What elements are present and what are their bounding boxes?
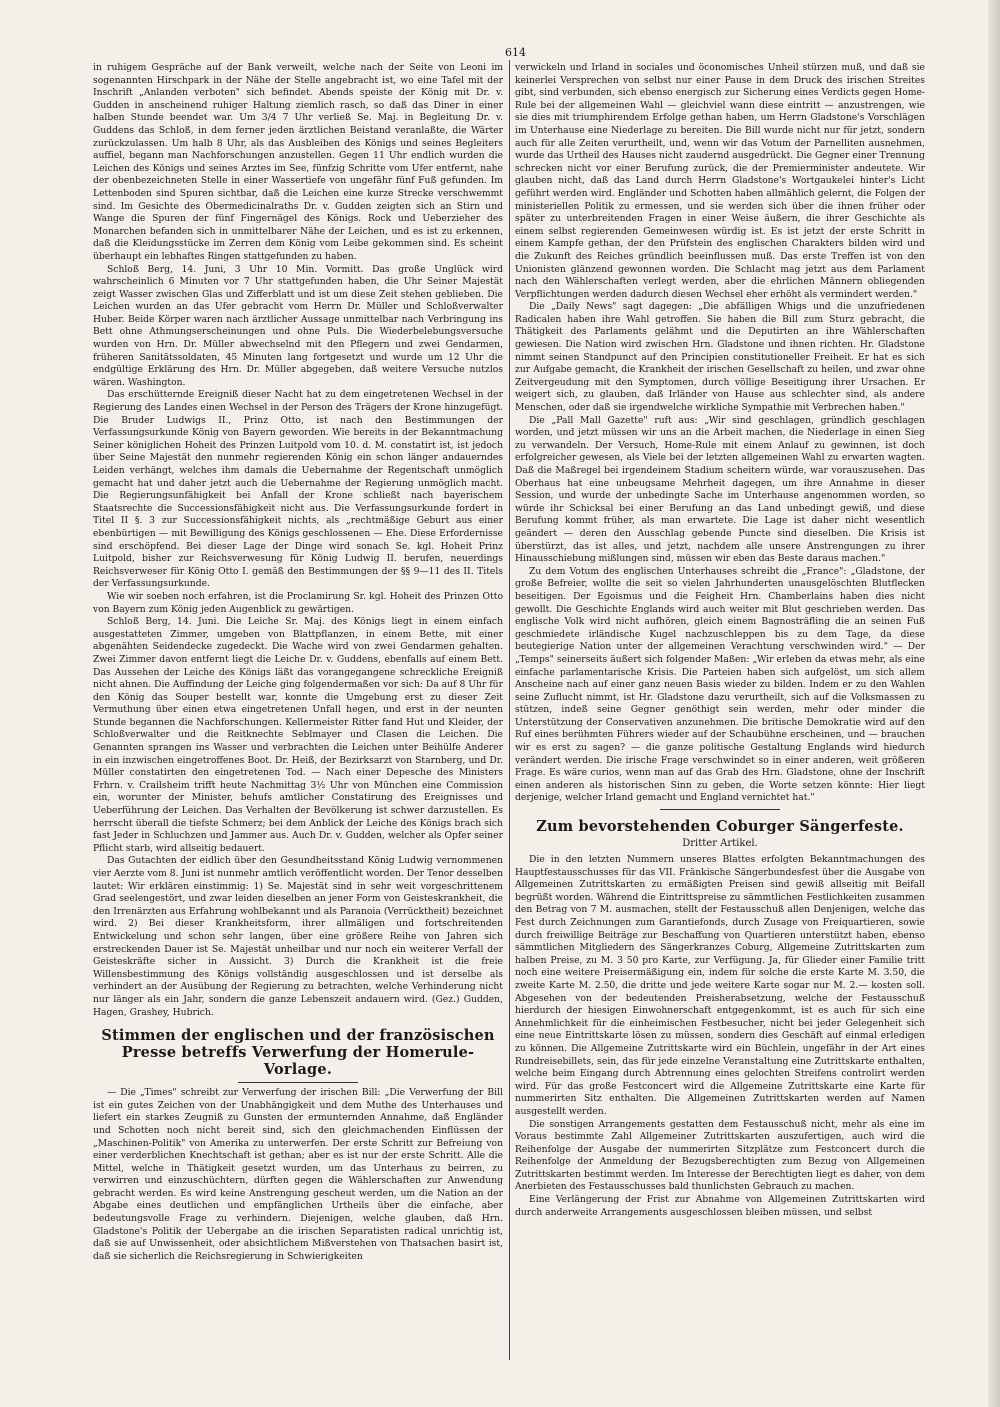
heading-rule — [238, 1082, 358, 1083]
article-paragraph: Die in den letzten Nummern unseres Blattes erfolgten Bekanntmachungen des Hauptfestausschusses für das VII. Fränkische Sängerbundesfest über die Ausgabe von Allgemeinen Zutrittskarten zu ermäßigten Preisen sind gewiß allseitig mit Beifall begrüßt worden. Während die Eintrittspreise zu sämmtlichen Festlichkeiten zusammen den Betrag von 7 M. ausmachen, stellt der Festausschuß allen Denjenigen, welche das Fest durch Zeichnungen zum Garantiefonds, durch Zusage von Freiquartieren, sowie durch freiwillige Beiträge zur Beschaffung von Quartieren unterstützt haben, ebenso sämmtlichen Mitgliedern des Sängerkranzes Coburg, Allgemeine Zutrittskarten zum halben Preise, zu M. 3 50 pro Karte, zur Verfügung. Ja, für Glieder einer Familie tritt noch eine weitere Preisermäßigung ein, indem für solche die erste Karte M. 3.50, die zweite Karte M. 2.50, die dritte und jede weitere Karte sogar nur M. 2.— kosten soll. Abgesehen von der bedeutenden Preisherabsetzung, welche der Festausschuß hierdurch der hiesigen Einwohnerschaft entgegenkommt, ist es auch für sich eine Annehmlichkeit für die einheimischen Festbesucher, nicht bei jeder Gelegenheit sich eine neue Eintrittskarte lösen zu müssen, sondern dies Geschäft auf einmal erledigen zu können. Die Allgemeine Zutrittskarte wird ein Büchlein, ungefähr in der Art eines Rundreisebillets, sein, das für jede einzelne Veranstaltung eine Zutrittskarte enthalten, welche beim Eingang durch Abtrennung eines gelochten Streifens controlirt werden wird. Für das große Festconcert wird die Allgemeine Zutrittskarte eine Karte für nummerirten Sitz enthalten. Die Allgemeinen Zutrittskarten werden auf Namen ausgestellt werden. — [515, 854, 925, 1117]
left-column — [93, 62, 503, 1362]
article-paragraph: Schloß Berg, 14. Juni, 3 Uhr 10 Min. Vormitt. Das große Unglück wird wahrscheinlich 6 Minuten vor 7 Uhr stattgefunden haben, die Uhr Seiner Majestät zeigt Wasser zwischen Glas und Zifferblatt und ist um diese Zeit stehen geblieben. Die Leichen wurden an das Ufer gebracht vom Herrn Dr. Müller und Schloßverwalter Huber. Beide Körper waren nach ärztlicher Aussage unmittelbar nach Verbringung ins Bett ohne Athmungserscheinungen und ohne Puls. Die Wiederbelebungsversuche wurden von Hrn. Dr. Müller abwechselnd mit den Pflegern und zwei Gendarmen, früheren Sanitätssoldaten, 45 Minuten lang fortgesetzt und wurde um 12 Uhr die endgültige Erklärung des Hrn. Dr. Müller abgegeben, daß weitere Versuche nutzlos wären. Washington. — [93, 263, 503, 388]
article-paragraph: in ruhigem Gespräche auf der Bank verweilt, welche nach der Seite von Leoni im sogenannten Hirschpark in der Nähe der Stelle angebracht ist, wo eine Tafel mit der Inschrift „Anlanden verboten" sich befindet. Abends speiste der König mit Dr. v. Gudden in anscheinend ruhiger Haltung ziemlich rasch, so daß das Diner in einer halben Stunde beendet war. Um 3/4 7 Uhr verließ Se. Maj. in Begleitung Dr. v. Guddens das Schloß, in dem ferner jeden ärztlichen Beistand veranlaßte, die Wärter zurückzulassen. Um halb 8 Uhr, als das Ausbleiben des Königs und seines Begleiters auffiel, begann man Nachforschungen anzustellen. Gegen 11 Uhr endlich wurden die Leichen des Königs und seines Arztes im See, fünfzig Schritte vom Ufer entfernt, nahe der obenbezeichneten Stelle in einer Wassertiefe von ungefähr fünf Fuß gefunden. Im Lettenboden sind Spuren sichtbar, daß die Leichen eine kurze Strecke verschwemmt sind. Im Gesichte des Obermedicinalraths Dr. v. Gudden zeigten sich an Stirn und Wange die Spuren der fünf Fingernägel des Königs. Rock und Ueberzieher des Monarchen befanden sich in unmittelbarer Nähe der Leichen, und es ist zu erkennen, daß die Kleidungsstücke im Zerren dem König vom Leibe gekommen sind. Es scheint überhaupt ein lebhaftes Ringen stattgefunden zu haben. — [93, 62, 503, 262]
article-paragraph: Eine Verlängerung der Frist zur Abnahme von Allgemeinen Zutrittskarten wird durch anderweite Arrangements ausgeschlossen bleiben müssen, und selbst — [515, 1194, 925, 1218]
article-paragraph: Das erschütternde Ereigniß dieser Nacht hat zu dem eingetretenen Wechsel in der Regierung des Landes einen Wechsel in der Person des Trägers der Krone hinzugefügt. Die Bruder Ludwigs II., Prinz Otto, ist nach den Bestimmungen der Verfassungsurkunde König von Bayern geworden. Wie bereits in der Bekanntmachung Seiner königlichen Hoheit des Prinzen Luitpold vom 10. d. M. constatirt ist, ist jedoch über Seine Majestät den nunmehr regierenden König ein schon länger andauerndes Leiden verhängt, welches ihm damals die Uebernahme der Regentschaft unmöglich gemacht hat und daher jetzt auch die Uebernahme der Regierung unmöglich macht. Die Regierungsunfähigkeit bei Anfall der Krone schließt nach bayerischem Staatsrechte die Successionsfähigkeit nicht aus. Die Verfassungsurkunde fordert in Titel II §. 3 zur Successionsfähigkeit nichts, als „rechtmäßige Geburt aus einer ebenbürtigen — mit Bewilligung des Königs geschlossenen — Ehe. Diese Erfordernisse sind erschöpfend. Bei dieser Lage der Dinge wird sonach Se. kgl. Hoheit Prinz Luitpold, bisher zur Reichsverwesung für König Ludwig II. berufen, neuerdings Reichsverweser für König Otto I. gemäß den Bestimmungen der §§ 9—11 des II. Titels der Verfassungsurkunde. — [93, 389, 503, 590]
article-paragraph: Wie wir soeben noch erfahren, ist die Proclamirung Sr. kgl. Hoheit des Prinzen Otto von Bayern zum König jeden Augenblick zu gewärtigen. — [93, 590, 503, 615]
article-paragraph: Die sonstigen Arrangements gestatten dem Festausschuß nicht, mehr als eine im Voraus bestimmte Zahl Allgemeiner Zutrittskarten auszufertigen, auch wird die Reihenfolge der Ausgabe der nummerirten Sitzplätze zum Festconcert durch die Reihenfolge der Anmeldung der Bezugsberechtigten zum Bezug von Allgemeinen Zutrittskarten bestimmt werden. Im Interesse der Berechtigten liegt es daher, von dem Anerbieten des Festausschusses bald thunlichsten Gebrauch zu machen. — [515, 1118, 925, 1193]
page-edge-shadow — [988, 0, 1000, 1407]
section-heading: Stimmen der englischen und der französischen Presse betreffs Verwerfung der Homerule-Vorlage. — [101, 1027, 495, 1079]
article-paragraph: Die „Pall Mall Gazette" ruft aus: „Wir sind geschlagen, gründlich geschlagen worden, und jetzt müssen wir uns an die Arbeit machen, die Niederlage in einen Sieg zu verwandeln. Der Versuch, Home-Rule mit einem Anlauf zu gewinnen, ist doch erfolgreicher gewesen, als Viele bei der letzten allgemeinen Wahl zu erwarten wagten. Daß die Maßregel bei irgendeinem Stadium scheitern würde, war vorauszusehen. Das Oberhaus hat eine unbeugsame Mehrheit dagegen, um ihre Annahme in dieser Session, und wurde der unbedingte Sache im Unterhause angenommen worden, so würde ihr Schicksal bei einer Berufung an das Land unbedingt gewiß, und diese Berufung kommt früher, als man erwartete. Die Lage ist daher nicht wesentlich geändert — deren den Ausschlag gebende Puncte sind dieselben. Die Krisis ist überstürzt, das ist alles, und jetzt, nachdem alle unsere Anstrengungen zu ihrer Hinausschiebung mißlungen sind, müssen wir eben das Beste daraus machen." — [515, 414, 925, 565]
section-subheading: Dritter Artikel. — [682, 838, 758, 850]
right-column — [515, 62, 925, 1362]
article-paragraph: Die „Daily News" sagt dagegen: „Die abfälligen Whigs und die unzufriedenen Radicalen haben ihre Wahl getroffen. Sie haben die Bill zum Sturz gebracht, die Thätigkeit des Parlaments gelähmt und die Deputirten an ihre Wählerschaften gewiesen. Die Nation wird zwischen Hrn. Gladstone und ihnen richten. Hr. Gladstone nimmt seinen Standpunct auf den Principien constitutioneller Freiheit. Er hat es sich zur Aufgabe gemacht, die Krankheit der irischen Gesellschaft zu heilen, und zwar ohne Zeitvergeudung mit den Symptomen, durch völlige Beseitigung ihrer Ursachen. Er weigert sich, zu glauben, daß Irländer von Hause aus schlechter sind, als andere Menschen, oder daß sie irgendwelche wirkliche Sympathie mit Verbrechen haben." — [515, 301, 925, 414]
article-paragraph: verwickeln und Irland in sociales und öconomisches Unheil stürzen muß, und daß sie keinerlei Versprechen von selbst nur einer Pause in dem Druck des irischen Streites gibt, sind verbunden, sich ebenso energisch zur Sicherung eines Verdicts gegen Home-Rule bei der allgemeinen Wahl — gleichviel wann diese eintritt — anzustrengen, wie sie dies mit triumphirendem Erfolge gethan haben, um Herrn Gladstone's Vorschlägen im Unterhause eine Niederlage zu bereiten. Die Bill wurde nicht nur für jetzt, sondern auch für alle Zeiten verurtheilt, und, wenn wir das Votum der Parnelliten ausnehmen, wurde das Urtheil des Hauses nicht zaudernd ausgedrückt. Die Gegner einer Trennung schrecken nicht vor einer Berufung zurück, die der Premierminister andeutete. Wir glauben nicht, daß das Land durch Herrn Gladstone's Wortgaukelei hinter's Licht geführt werden wird. Engländer und Schotten haben allmählich gelernt, die Folgen der ministeriellen Politik zu ermessen, und sie werden sich über die ihnen früher oder später zu unterbreitenden Fragen in einer Weise äußern, die ihrer Geschichte als einem selbst regierenden Gemeinwesen würdig ist. Es ist jetzt der erste Schritt in einem Kampfe gethan, der den Prüfstein des englischen Charakters bilden wird und die Zukunft des Reiches gründlich beeinflussen muß. Das erste Treffen ist von den Unionisten glänzend gewonnen worden. Die Schlacht mag jetzt aus dem Parlament nach den Wählerschaften verlegt werden, aber die ehrlichen Männern obliegenden Verpflichtungen werden dadurch diesen Wechsel eher erhöht als vermindert werden." — [515, 62, 925, 300]
column-divider — [509, 60, 510, 1360]
article-paragraph: Schloß Berg, 14. Juni. Die Leiche Sr. Maj. des Königs liegt in einem einfach ausgestatteten Zimmer, umgeben von Blattpflanzen, in einem Bette, mit einer abgenähten Seidendecke zugedeckt. Die Wache wird von zwei Gendarmen gehalten. Zwei Zimmer davon entfernt liegt die Leiche Dr. v. Guddens, ebenfalls auf einem Bett. Das Aussehen der Leiche des Königs läßt das vorangegangene schreckliche Ereigniß nicht ahnen. Die Auffindung der Leiche ging folgendermaßen vor sich: Da auf 8 Uhr für den König das Souper bestellt war, konnte die Umgebung erst zu dieser Zeit Vermuthung über einen etwa eingetretenen Unfall hegen, und erst in der neunten Stunde begannen die Nachforschungen. Kellermeister Ritter fand Hut und Kleider, der Schloßverwalter und die Reitknechte Seblmayer und Clasen die Leichen. Die Genannten sprangen ins Wasser und verbrachten die Leichen unter Beihülfe Anderer in ein inzwischen eingetroffenes Boot. Dr. Heiß, der Bezirksarzt von Starnberg, und Dr. Müller constatirten den eingetretenen Tod. — Nach einer Depesche des Ministers Frhrn. v. Crailsheim trifft heute Nachmittag 3½ Uhr von München eine Commission ein, worunter der Minister, behufs amtlicher Constatirung des Ereignisses und Ueberführung der Leichen. Das Verhalten der Bevölkerung ist schwer darzustellen. Es herrscht überall die tiefste Schmerz; bei dem Anblick der Leiche des Königs brach sich fast Jeder in Schluchzen und Jammer aus. Auch Dr. v. Gudden, welcher als Opfer seiner Pflicht starb, wird allseitig bedauert. — [93, 616, 503, 854]
page-number: 614 — [505, 46, 526, 59]
section-heading: Zum bevorstehenden Coburger Sängerfeste. — [536, 818, 904, 836]
section-rule — [660, 809, 780, 810]
article-paragraph: Das Gutachten der eidlich über den Gesundheitsstand König Ludwig vernommenen vier Aerzte vom 8. Juni ist nunmehr amtlich veröffentlicht worden. Der Tenor desselben lautet: Wir erklären einstimmig: 1) Se. Majestät sind in sehr weit vorgeschrittenem Grad seelengestört, und zwar leiden dieselben an jener Form von Geisteskrankheit, die den Irrenärzten aus Erfahrung wohlbekannt und als Paranoia (Verrücktheit) bezeichnet wird. 2) Bei dieser Krankheitsform, ihrer allmäligen und fortschreitenden Entwickelung und schon sehr langen, über eine größere Reihe von Jahren sich erstreckenden Dauer ist Se. Majestät unheilbar und nur noch ein weiterer Verfall der Geisteskräfte sicher in Aussicht. 3) Durch die Krankheit ist die freie Willensbestimmung des Königs vollständig ausgeschlossen und ist derselbe als verhindert an der Ausübung der Regierung zu betrachten, welche Verhinderung nicht nur länger als ein Jahr, sondern die ganze Lebenszeit andauern wird. (Gez.) Gudden, Hagen, Grashey, Hubrich. — [93, 855, 503, 1018]
article-paragraph: Zu dem Votum des englischen Unterhauses schreibt die „France": „Gladstone, der große Befreier, wollte die seit so vielen Jahrhunderten unausgelöschten Blutflecken beseitigen. Der Egoismus und die Feigheit Hrn. Chamberlains haben dies nicht gewollt. Die Geschichte Englands wird auch weiter mit Blut geschrieben werden. Das englische Volk wird nicht aufhören, gleich einem Bagnosträfling die an seinen Fuß geschmiedete irländische Kugel nachzuschleppen bis zu dem Tage, da diese beutegierige Nation unter der allgemeinen Verachtung verschwinden wird." — Der „Temps" seinerseits äußert sich folgender Maßen: „Wir erleben da etwas mehr, als eine einfache parlamentarische Krisis. Die Parteien haben sich aufgelöst, um sich allem Anscheine nach auf einer ganz neuen Basis wieder zu bilden. Indem er zu den Wahlen seine Zuflucht nimmt, ist Hr. Gladstone dazu verurtheilt, sich auf die Volksmassen zu stützen, indeß seine Gegner genöthigt sein werden, mehr oder minder die Unterstützung der Conservativen anzunehmen. Die britische Demokratie wird auf den Ruf eines berühmten Führers wieder auf der Schaubühne erscheinen, und — brauchen wir es erst zu sagen? — die ganze politische Gestaltung Englands wird hiedurch verändert werden. Die irische Frage verschwindet so in einer anderen, weit größeren Frage. Es wäre curios, wenn man auf das Grab des Hrn. Gladstone, ohne der Inschrift einen anderen als historischen Sinn zu geben, die Worte setzen könnte: Hier liegt derjenige, welcher Irland gemacht und England vernichtet hat." — [515, 565, 925, 804]
article-paragraph: — Die „Times" schreibt zur Verwerfung der irischen Bill: „Die Verwerfung der Bill ist ein gutes Zeichen von der Unabhängigkeit und dem Muthe des Unterhauses und liefert ein starkes Zeugniß zu Gunsten der ermunternden Annahme, daß Engländer und Schotten noch nicht bereit sind, sich den gleichmachenden Einflüssen der „Maschinen-Politik" von Amerika zu unterwerfen. Der erste Schritt zur Befreiung von einer verderblichen Knechtschaft ist gethan; aber es ist nur der erste Schritt. Alle die Mittel, welche in Thätigkeit gesetzt wurden, um das Unterhaus zu beirren, zu verwirren und einzuschüchtern, dürften gegen die Wählerschaften zur Anwendung gebracht werden. Es wird keine Anstrengung gescheut werden, um die Nation an der Abgabe eines deutlichen und empfänglichen Urtheils über die einfache, aber bedeutungsvolle Frage zu verhindern. Diejenigen, welche glauben, daß Hrn. Gladstone's Politik der Uebergabe an die irischen Separatisten radical unrichtig ist, daß sie auf Unwissenheit, oder absichtlichem Mißverstehen von Thatsachen basirt ist, daß sie sicherlich die Reichsregierung in Schwierigkeiten — [93, 1087, 503, 1262]
